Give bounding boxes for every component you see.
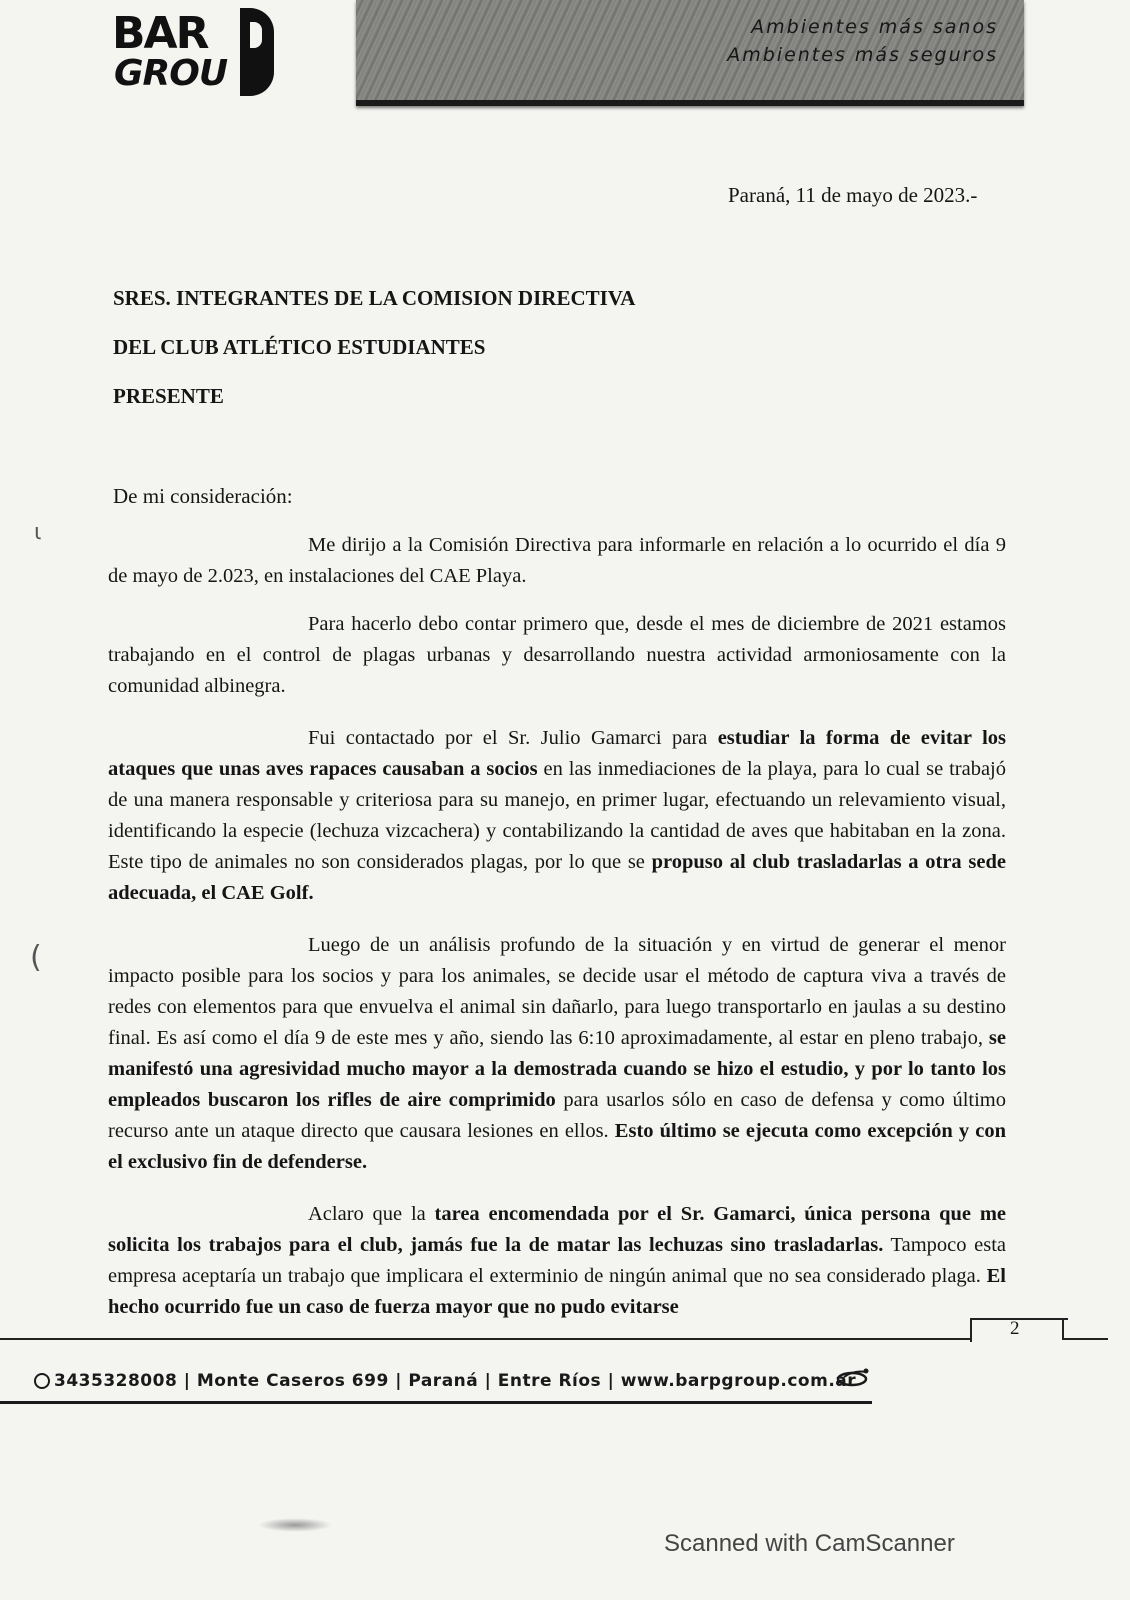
bold-text-run: propuso al club trasladarlas a otra sede adecuada, el CAE Golf. [108,851,1006,904]
whatsapp-icon [34,1373,50,1389]
text-run: Tampoco esta empresa aceptaría un trabajo que implicara el exterminio de ningún animal que no sea considerado plaga. [108,1234,1006,1287]
footer-contact [34,1371,856,1391]
header-banner [356,0,1024,106]
footer-contact-text: 3435328008 | Monte Caseros 699 | Paraná | Entre Ríos | www.barpgroup.com.ar [54,1371,857,1391]
recipient-line-2: DEL CLUB ATLÉTICO ESTUDIANTES [113,335,486,359]
margin-mark: ι [34,520,42,545]
paragraph-2 [108,609,1006,702]
page-number-box-tail [1062,1318,1108,1340]
margin-mark: ( [30,940,42,975]
greeting: De mi consideración: [113,484,293,508]
camscanner-watermark: Scanned with CamScanner [664,1530,955,1557]
slogan-line-1: Ambientes más sanos [751,16,998,38]
letter-date: Paraná, 11 de mayo de 2023.- [728,183,978,207]
text-run: Me dirijo a la Comisión Directiva para informarle en relación a lo ocurrido el día 9 de mayo de 2.023, en instalaciones del CAE Playa. [108,534,1006,587]
footer-divider [0,1338,972,1340]
paragraph-4 [108,930,1006,1178]
scan-smudge [258,1518,332,1532]
text-run: en las inmediaciones de la playa, para lo cual se trabajó de una manera responsable y criteriosa para su manejo, en primer lugar, efectuando un relevamiento visual, identificando la especie (lechuza vizcachera) y contabilizando la cantidad de aves que habitaban en la zona. Este tipo de animales no son considerados plagas, por lo que se [108,758,1006,873]
text-run: Aclaro que la [308,1203,435,1225]
recipient-line-3: PRESENTE [113,384,224,408]
bold-text-run: estudiar la forma de evitar los ataques que unas aves rapaces causaban a socios [108,727,1006,780]
text-run: Luego de un análisis profundo de la situación y en virtud de generar el menor impacto posible para los socios y para los animales, se decide usar el método de captura viva a través de redes con elementos para que envuelva el animal sin dañarlo, para luego transportarlo en jaulas a su destino final. Es así como el día 9 de este mes y año, siendo las 6:10 aproximadamente, al estar en pleno trabajo, [108,934,1006,1049]
recipient-line-1: SRES. INTEGRANTES DE LA COMISION DIRECTIVA [113,286,636,310]
paragraph-5 [108,1199,1006,1323]
text-run: Para hacerlo debo contar primero que, desde el mes de diciembre de 2021 estamos trabajando en el control de plagas urbanas y desarrollando nuestra actividad armoniosamente con la comunidad albinegra. [108,613,1006,697]
text-run: Fui contactado por el Sr. Julio Gamarci para [308,727,718,749]
paragraph-1 [108,530,1006,592]
barp-group-logo: BAR GROU [112,4,296,100]
paragraph-3 [108,723,1006,909]
bold-text-run: El hecho ocurrido fue un caso de fuerza mayor que no pudo evitarse [108,1265,1006,1318]
bold-text-run: Esto último se ejecuta como excepción y con el exclusivo fin de defenderse. [108,1120,1007,1173]
footer-contact-rule [0,1401,872,1404]
bold-text-run: se manifestó una agresividad mucho mayor a la demostrada cuando se hizo el estudio, y por lo tanto los empleados buscaron los rifles de aire comprimido [108,1027,1006,1111]
bold-text-run: tarea encomendada por el Sr. Gamarci, única persona que me solicita los trabajos para el club, jamás fue la de matar las lechuzas sino trasladarlas. [108,1203,1006,1256]
page-number: 2 [1010,1318,1020,1339]
text-run: para usarlos sólo en caso de defensa y como último recurso ante un ataque directo que causara lesiones en ellos. [108,1089,1006,1142]
slogan-line-2: Ambientes más seguros [727,44,998,66]
brand-swirl-icon [836,1366,872,1388]
